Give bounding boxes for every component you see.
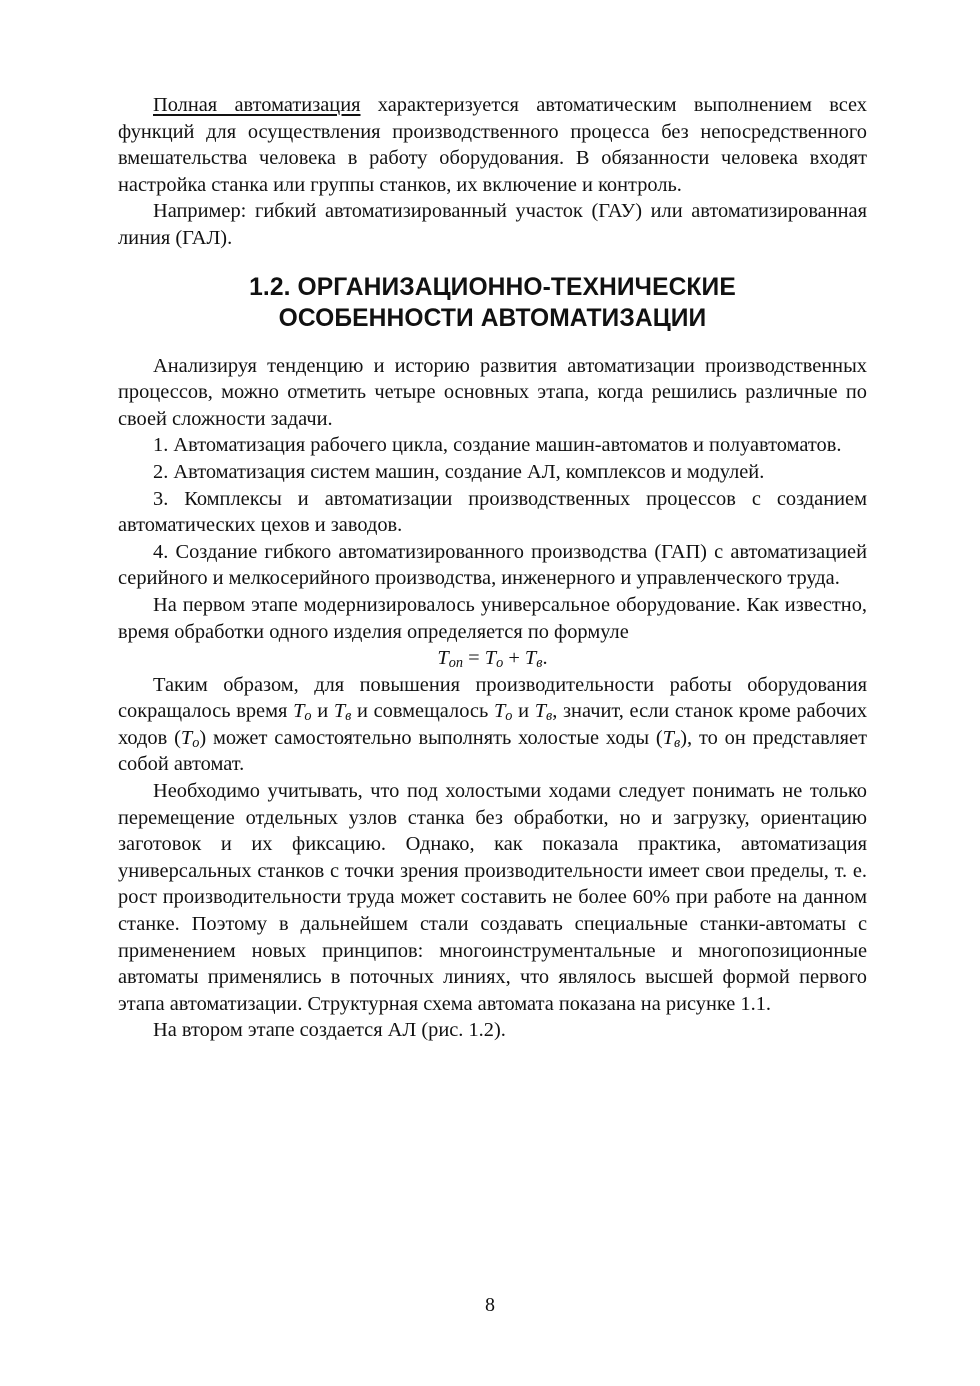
section-heading bbox=[118, 272, 867, 334]
term-full-automation: Полная автоматизация bbox=[153, 94, 361, 116]
paragraph-full-automation bbox=[118, 92, 867, 198]
list-item-stage-1: 1. Автоматизация рабочего цикла, создание машин-автоматов и полуавтоматов. bbox=[153, 434, 842, 457]
page-number: 8 bbox=[485, 1294, 495, 1316]
formula: $T_{оп} = T_о + T_в$. bbox=[437, 647, 548, 672]
section-heading-line-2: ОСОБЕННОСТИ АВТОМАТИЗАЦИИ bbox=[278, 304, 707, 332]
page-body bbox=[118, 92, 867, 1044]
paragraph-first-stage: На первом этапе модернизировалось универсальное оборудование. Как известно, время обработки одного изделия определяется по формуле bbox=[118, 593, 867, 643]
paragraph-second-stage: На втором этапе создается АЛ (рис. 1.2). bbox=[153, 1019, 506, 1042]
paragraph-text: характеризуется автоматическим выполнением всех функций для осуществления производственного процесса без непосредственного вмешательства человека в работу оборудования. В обязанности человека входят настройка станка или группы станков, их включение и контроль. bbox=[118, 94, 867, 196]
paragraph-example: Например: гибкий автоматизированный участок (ГАУ) или автоматизированная линия (ГАЛ). bbox=[118, 200, 867, 249]
section-heading-line-1: 1.2. ОРГАНИЗАЦИОННО-ТЕХНИЧЕСКИЕ bbox=[249, 273, 736, 301]
paragraph-idle-moves: Необходимо учитывать, что под холостыми ходами следует понимать не только перемещение отдельных узлов станка без обработки, но и загрузку, ориентацию заготовок и их фиксацию. Однако, как показала практика, автоматизация универсальных станков с точки зрения производительности имеет свои пределы, т. е. рост производительности труда может составить не более 60% при работе на данном станке. Поэтому в дальнейшем стали создавать специальные станки-автоматы с применением новых принципов: многоинструментальные и многопозиционные автоматы применялись в поточных линиях, что являлось высшей формой первого этапа автоматизации. Структурная схема автомата показана на рисунке 1.1. bbox=[118, 780, 867, 1015]
paragraph-productivity: Таким образом, для повышения производительности работы оборудования сокращалось время $T_о$ и $T_в$ и совмещалось $T_о$ и $T_в$, значит, если станок кроме рабочих ходов $(T_о)$ может самостоятельно выполнять холостые ходы $(T_в)$, то он представляет собой автомат. bbox=[118, 673, 868, 776]
list-item-stage-3: 3. Комплексы и автоматизации производственных процессов с созданием автоматических цехов и заводов. bbox=[118, 487, 867, 537]
paragraph-stages-intro: Анализируя тенденцию и историю развития автоматизации производственных процессов, можно отметить четыре основных этапа, когда решились различные по своей сложности задачи. bbox=[118, 354, 867, 430]
list-item-stage-4: 4. Создание гибкого автоматизированного производства (ГАП) с автоматизацией серийного и мелкосерийного производства, инженерного и управленческого труда. bbox=[118, 540, 867, 590]
list-item-stage-2: 2. Автоматизация систем машин, создание АЛ, комплексов и модулей. bbox=[153, 460, 765, 483]
